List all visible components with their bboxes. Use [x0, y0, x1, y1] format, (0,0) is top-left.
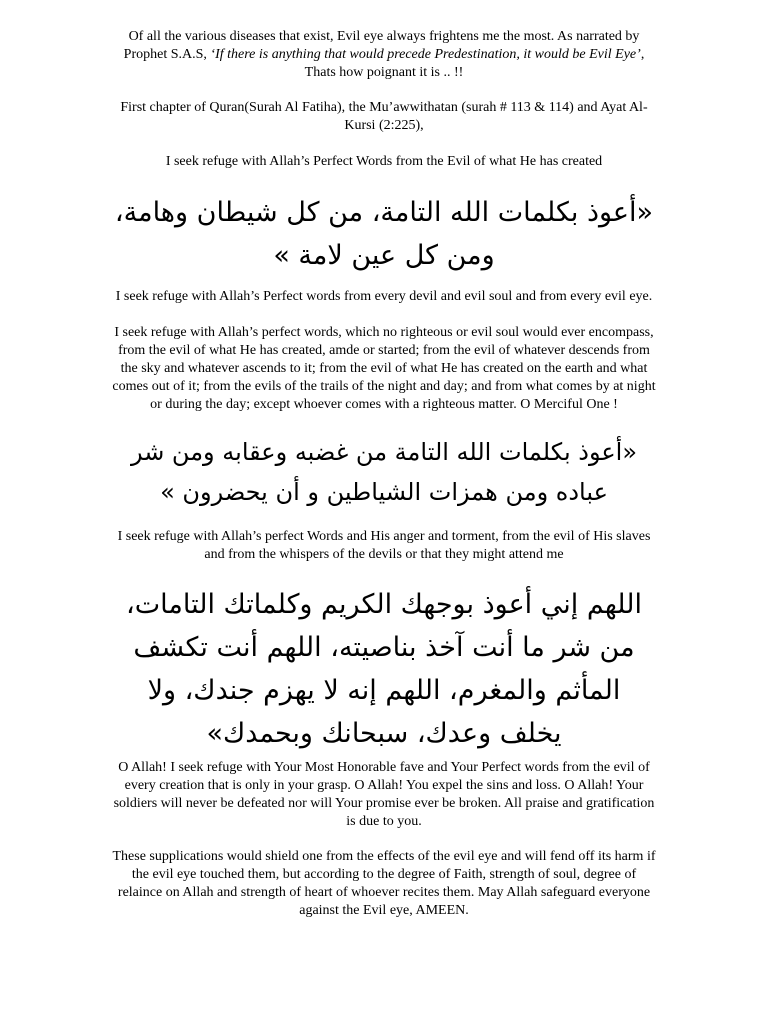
dua3-arabic-line-1: «أعوذ بكلمات الله التامة من غضبه وعقابه ومن شر — [130, 438, 638, 466]
closing-line-2: the evil eye touched them, but according to the degree of Faith, strength of soul, degree of — [131, 867, 637, 882]
chapters-paragraph — [80, 99, 688, 135]
dua3-line-2: and from the whispers of the devils or that they might attend me — [204, 547, 564, 562]
intro-line-2-prefix: Prophet S.A.S, — [123, 47, 211, 62]
chapters-line-2: Kursi (2:225), — [344, 118, 424, 133]
intro-line-1: Of all the various diseases that exist, Evil eye always frightens me the most. As narrated by — [128, 29, 640, 44]
dua4-arabic-line-3: المأثم والمغرم، اللهم إنه لا يهزم جندك، ولا — [147, 675, 621, 706]
dua1-translation: I seek refuge with Allah’s Perfect words from every devil and evil soul and from every evil eye. — [115, 289, 653, 304]
closing-line-1: These supplications would shield one from the effects of the evil eye and will fend off its harm if — [112, 849, 656, 864]
intro-line-3: Thats how poignant it is .. !! — [304, 65, 464, 80]
dua4-arabic-line-4: يخلف وعدك، سبحانك وبحمدك» — [206, 718, 562, 749]
dua4-translation — [70, 759, 698, 831]
dua3-arabic-line-2: عباده ومن همزات الشياطين و أن يحضرون » — [160, 478, 608, 506]
dua2-line-4: comes out of it; from the evils of the trails of the night and day; and from what comes by at night — [112, 379, 656, 394]
dua1-heading: I seek refuge with Allah’s Perfect Words from the Evil of what He has created — [165, 154, 603, 169]
dua3-arabic — [60, 432, 708, 512]
dua2-line-1: I seek refuge with Allah’s perfect words, which no righteous or evil soul would ever encompass, — [114, 325, 654, 340]
dua4-line-1: O Allah! I seek refuge with Your Most Honorable fave and Your Perfect words from the evil of — [118, 760, 650, 775]
dua3-translation — [70, 528, 698, 564]
hadith-quote: ‘If there is anything that would precede Predestination, it would be Evil Eye’ — [210, 47, 641, 62]
dua4-arabic-line-2: من شر ما أنت آخذ بناصيته، اللهم أنت تكشف — [133, 632, 635, 663]
closing-paragraph — [70, 848, 698, 920]
dua4-line-3: soldiers will never be defeated nor will Your promise ever be broken. All praise and gratification — [113, 796, 655, 811]
intro-paragraph — [80, 28, 688, 82]
dua1-arabic-line-2: ومن كل عين لامة » — [273, 240, 495, 271]
dua2-line-5: or during the day; except whoever comes with a righteous matter. O Merciful One ! — [150, 397, 618, 412]
dua2-translation — [70, 324, 698, 414]
dua2-line-3: the sky and whatever ascends to it; from the evil of what He has created on the earth and what — [120, 361, 648, 376]
dua1-arabic — [60, 191, 708, 277]
dua4-arabic — [60, 583, 708, 755]
dua1-arabic-line-1: «أعوذ بكلمات الله التامة، من كل شيطان وهامة، — [114, 197, 654, 228]
dua4-arabic-line-1: اللهم إني أعوذ بوجهك الكريم وكلماتك التامات، — [126, 589, 642, 620]
closing-line-3: relaince on Allah and strength of heart of whoever recites them. May Allah safeguard everyone — [117, 885, 651, 900]
intro-line-2-suffix: , — [640, 47, 645, 62]
closing-line-4: against the Evil eye, AMEEN. — [299, 903, 469, 918]
dua3-line-1: I seek refuge with Allah’s perfect Words and His anger and torment, from the evil of His slaves — [117, 529, 651, 544]
dua4-line-4: is due to you. — [346, 814, 422, 829]
chapters-line-1: First chapter of Quran(Surah Al Fatiha), the Mu’awwithatan (surah # 113 & 114) and Ayat Al- — [120, 100, 648, 115]
dua2-line-2: from the evil of what He has created, amde or started; from the evil of whatever descends from — [118, 343, 650, 358]
dua4-line-2: every creation that is only in your grasp. O Allah! You expel the sins and loss. O Allah! Your — [124, 778, 644, 793]
